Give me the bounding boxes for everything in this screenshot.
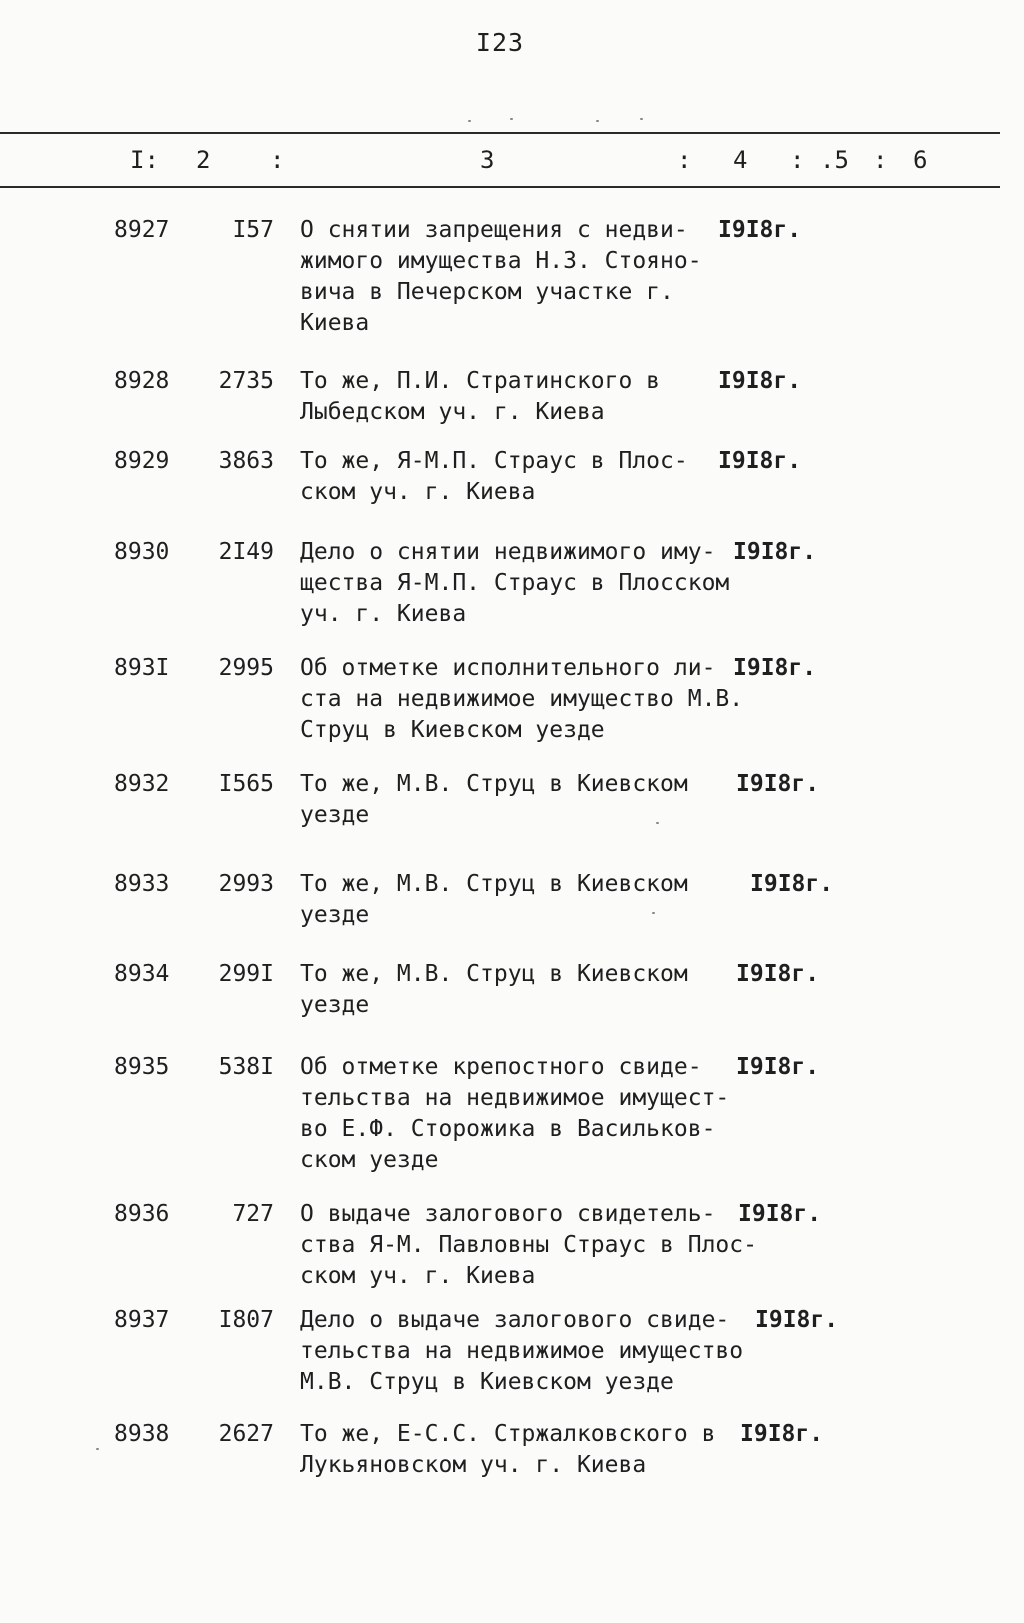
sheet-count: 2I49 xyxy=(218,539,274,565)
sheet-count: 299I xyxy=(218,961,274,987)
item-year: I9I8г. xyxy=(736,961,820,987)
header-separator: : xyxy=(677,146,692,174)
header-col-2: 2 xyxy=(196,146,211,174)
item-number: 8935 xyxy=(114,1054,170,1080)
sheet-count: I57 xyxy=(232,217,274,243)
item-year: I9I8г. xyxy=(718,448,802,474)
item-number: 8934 xyxy=(114,961,170,987)
sheet-count: I565 xyxy=(218,771,274,797)
page-number: I23 xyxy=(475,28,525,57)
item-number: 8937 xyxy=(114,1307,170,1333)
header-col-3: 3 xyxy=(480,146,495,174)
item-title: То же, Я-М.П. Страус в Плос- ском уч. г. Киева xyxy=(300,448,688,505)
item-year: I9I8г. xyxy=(736,771,820,797)
header-separator: : xyxy=(790,146,805,174)
item-number: 8938 xyxy=(114,1421,170,1447)
item-year: I9I8г. xyxy=(750,871,834,897)
item-year: I9I8г. xyxy=(736,1054,820,1080)
item-title: Об отметке исполнительного ли- ста на недвижимое имущество М.В. Струц в Киевском уезде xyxy=(300,655,744,743)
item-year: I9I8г. xyxy=(740,1421,824,1447)
item-year: I9I8г. xyxy=(733,539,817,565)
item-title: То же, М.В. Струц в Киевском уезде xyxy=(300,871,688,928)
item-year: I9I8г. xyxy=(718,217,802,243)
item-title: О снятии запрещения с недви- жимого имущества Н.З. Стояно- вича в Печерском участке г. Киева xyxy=(300,217,702,336)
item-number: 8930 xyxy=(114,539,170,565)
header-col-5: .5 xyxy=(820,146,849,174)
item-number: 8933 xyxy=(114,871,170,897)
item-number: 893I xyxy=(114,655,170,681)
item-title: То же, М.В. Струц в Киевском уезде xyxy=(300,771,688,828)
item-number: 8928 xyxy=(114,368,170,394)
sheet-count: 727 xyxy=(232,1201,274,1227)
sheet-count: 2735 xyxy=(218,368,274,394)
sheet-count: 538I xyxy=(218,1054,274,1080)
item-year: I9I8г. xyxy=(718,368,802,394)
speck-mark xyxy=(96,1448,99,1450)
sheet-count: 2993 xyxy=(218,871,274,897)
sheet-count: I807 xyxy=(218,1307,274,1333)
header-separator: : xyxy=(873,146,888,174)
item-year: I9I8г. xyxy=(733,655,817,681)
item-number: 8936 xyxy=(114,1201,170,1227)
sheet-count: 3863 xyxy=(218,448,274,474)
speck-mark xyxy=(468,120,471,122)
item-title: О выдаче залогового свидетель- ства Я-М. Павловны Страус в Плос- ском уч. г. Киева xyxy=(300,1201,757,1289)
item-number: 8929 xyxy=(114,448,170,474)
item-number: 8927 xyxy=(114,217,170,243)
item-title: То же, М.В. Струц в Киевском уезде xyxy=(300,961,688,1018)
item-title: Об отметке крепостного свиде- тельства на недвижимое имущест- во Е.Ф. Сторожика в Васильков- ском уезде xyxy=(300,1054,730,1173)
sheet-count: 2627 xyxy=(218,1421,274,1447)
item-year: I9I8г. xyxy=(755,1307,839,1333)
item-title: То же, Е-С.С. Стржалковского в Лукьяновском уч. г. Киева xyxy=(300,1421,716,1478)
item-year: I9I8г. xyxy=(738,1201,822,1227)
header-col-4: 4 xyxy=(733,146,748,174)
sheet-count: 2995 xyxy=(218,655,274,681)
header-col-1: I: xyxy=(130,146,159,174)
header-col-6: 6 xyxy=(913,146,928,174)
speck-mark xyxy=(510,118,513,120)
item-title: Дело о снятии недвижимого иму- щества Я-М.П. Страус в Плосском уч. г. Киева xyxy=(300,539,730,627)
speck-mark xyxy=(596,120,599,122)
header-bottom-rule xyxy=(0,186,1000,188)
speck-mark xyxy=(640,118,643,120)
item-number: 8932 xyxy=(114,771,170,797)
header-separator: : xyxy=(270,146,285,174)
header-top-rule xyxy=(0,132,1000,134)
item-title: То же, П.И. Стратинского в Лыбедском уч. г. Киева xyxy=(300,368,661,425)
speck-mark xyxy=(652,912,655,914)
item-title: Дело о выдаче залогового свиде- тельства на недвижимое имущество М.В. Струц в Киевском уезде xyxy=(300,1307,744,1395)
speck-mark xyxy=(656,822,659,824)
